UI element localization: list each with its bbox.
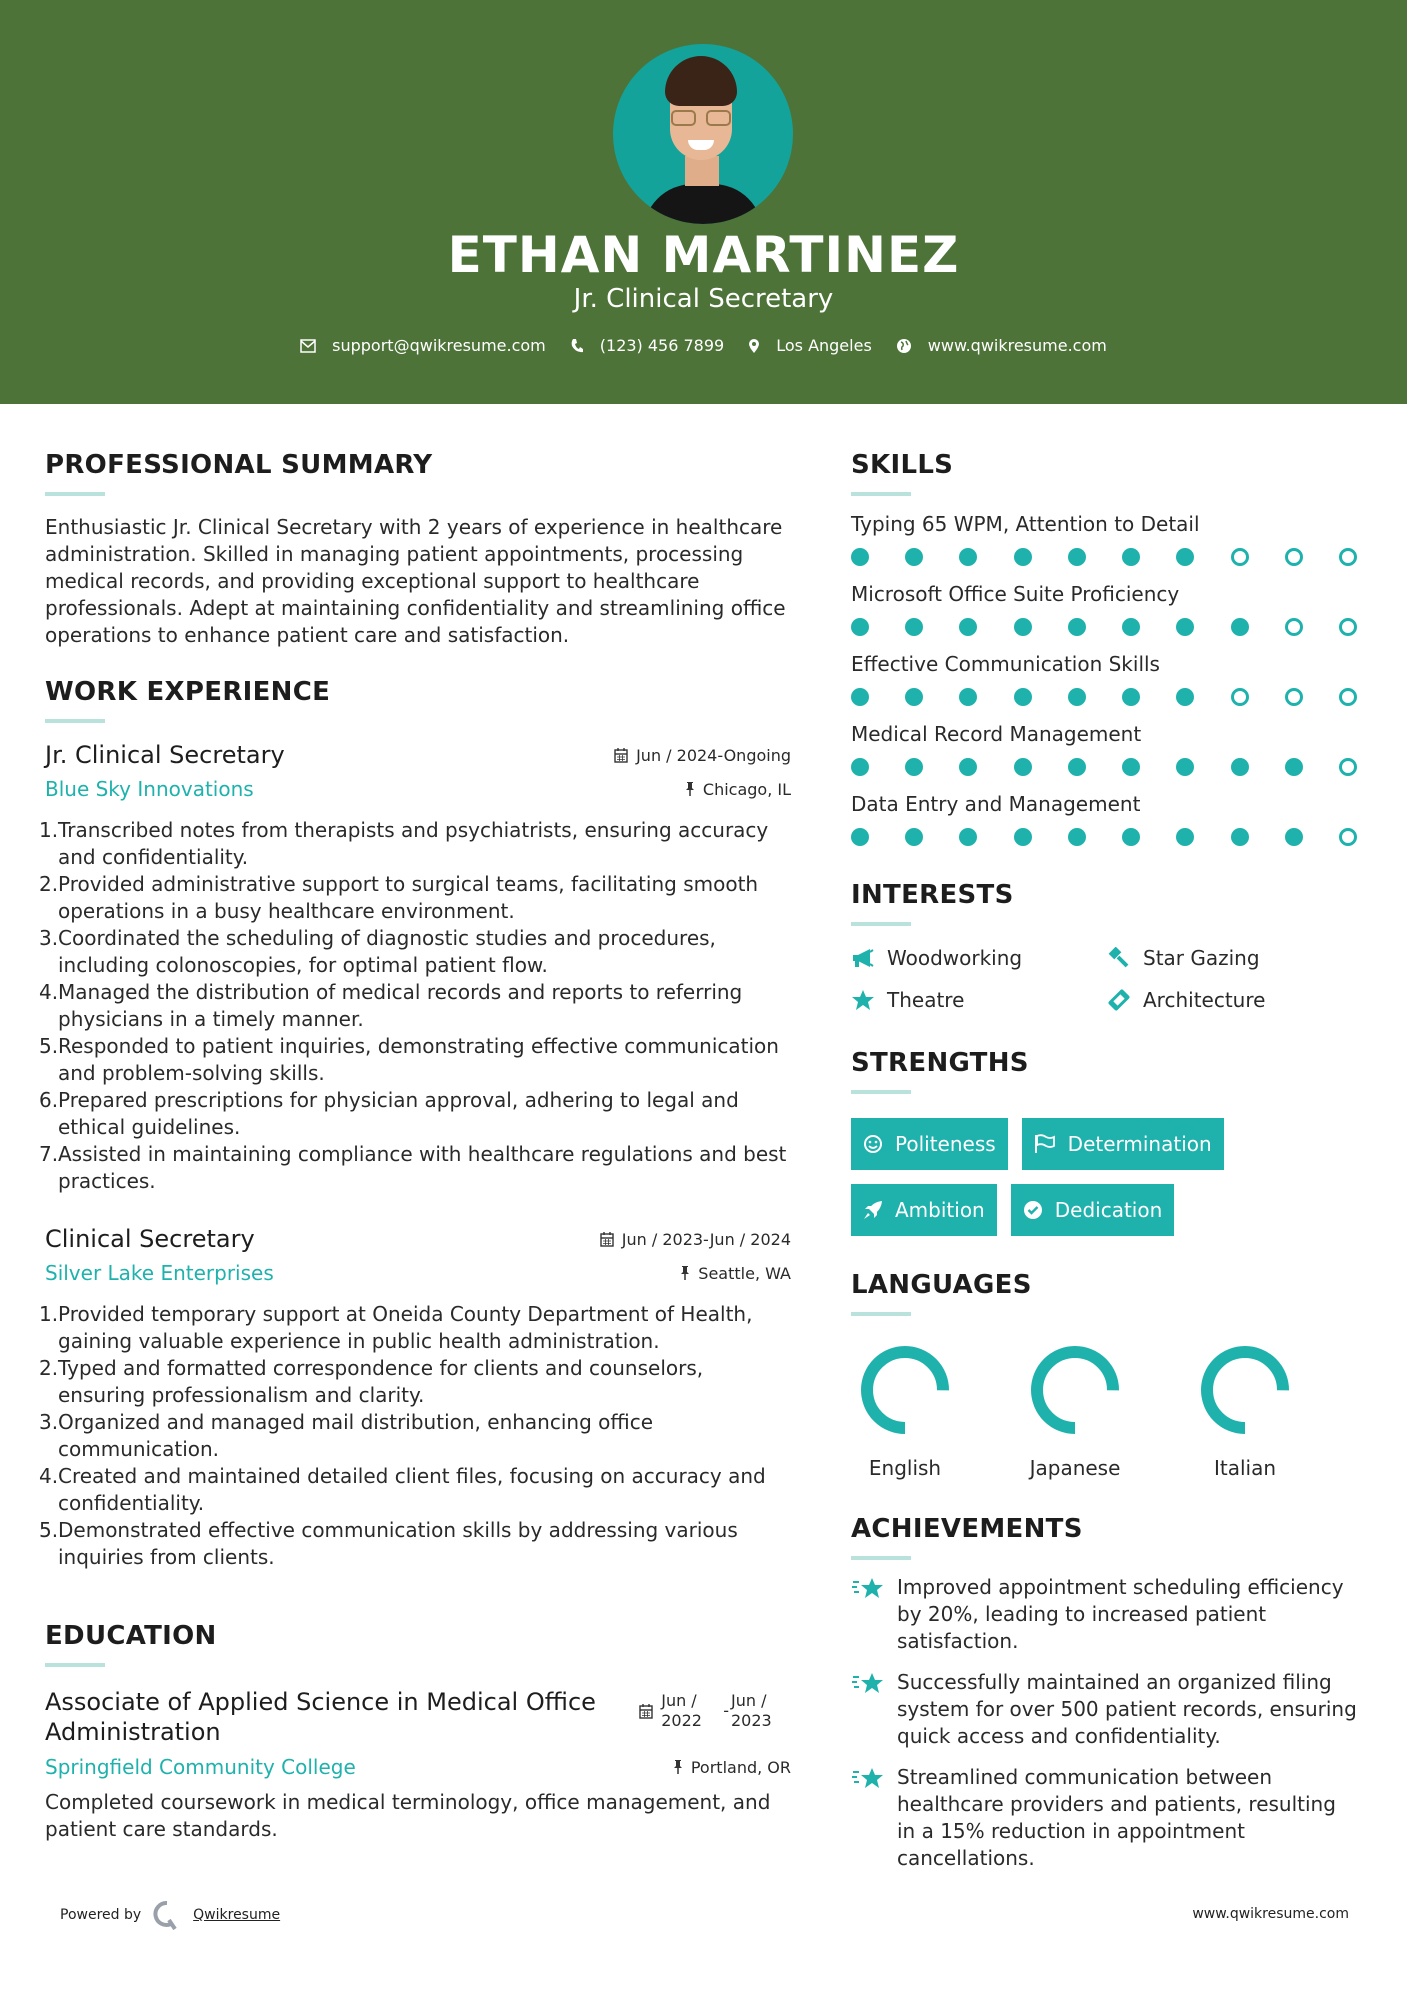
- calendar-icon: [600, 1232, 614, 1247]
- profile-photo: [613, 44, 793, 224]
- rating-dot-filled: [1014, 758, 1032, 776]
- interest-item: Star Gazing: [1107, 946, 1363, 970]
- ticket-icon: [1107, 989, 1131, 1011]
- school-name: Springfield Community College: [45, 1755, 356, 1779]
- section-heading: SKILLS: [851, 450, 954, 480]
- rating-dot-filled: [1231, 758, 1249, 776]
- rating-dot-empty: [1285, 688, 1303, 706]
- flag-icon: [1034, 1134, 1056, 1154]
- rating-dot-filled: [905, 758, 923, 776]
- job-location: Seattle, WA: [680, 1264, 791, 1283]
- section-heading: LANGUAGES: [851, 1270, 1032, 1300]
- candidate-title: Jr. Clinical Secretary: [573, 284, 834, 314]
- language-proficiency-arc: [1027, 1342, 1123, 1438]
- rating-dot-empty: [1339, 548, 1357, 566]
- contact-website-text: www.qwikresume.com: [927, 336, 1107, 355]
- interest-item: Woodworking: [851, 946, 1107, 970]
- rating-dot-filled: [959, 618, 977, 636]
- pushpin-icon: [673, 1760, 683, 1774]
- bullet-item: 5.Demonstrated effective communication skills by addressing various inquiries from clients.: [39, 1518, 738, 1569]
- education-description: Completed coursework in medical terminology, office management, and patient care standards.: [45, 1790, 771, 1841]
- language-item: [851, 1342, 1021, 1480]
- contact-location: [748, 336, 872, 355]
- skill-rating: [851, 618, 1357, 636]
- bullet-item: 4.Created and maintained detailed client files, focusing on accuracy and confidentiality.: [39, 1464, 766, 1515]
- rating-dot-filled: [1122, 688, 1140, 706]
- language-proficiency-arc: [857, 1342, 953, 1438]
- rating-dot-filled: [851, 758, 869, 776]
- rating-dot-filled: [1176, 618, 1194, 636]
- rating-dot-filled: [1068, 688, 1086, 706]
- rating-dot-filled: [959, 828, 977, 846]
- gavel-icon: [1107, 947, 1131, 969]
- achievements-section: [851, 1514, 1371, 1872]
- rating-dot-empty: [1339, 618, 1357, 636]
- footer-website[interactable]: www.qwikresume.com: [1192, 1906, 1349, 1922]
- interest-item: Architecture: [1107, 988, 1363, 1012]
- bullet-item: 6.Prepared prescriptions for physician approval, adhering to legal and ethical guidelines.: [39, 1088, 739, 1139]
- bullet-item: 7.Assisted in maintaining compliance with healthcare regulations and best practices.: [39, 1142, 787, 1193]
- skills-list: [851, 512, 1371, 846]
- heading-underline: [45, 1663, 105, 1667]
- right-column: [851, 450, 1371, 1872]
- powered-by: Powered by Qwikresume: [60, 1900, 280, 1930]
- rating-dot-filled: [1014, 688, 1032, 706]
- rating-dot-filled: [1176, 828, 1194, 846]
- rating-dot-filled: [1122, 828, 1140, 846]
- job-title: Clinical Secretary: [45, 1225, 255, 1253]
- calendar-icon: [639, 1704, 653, 1719]
- rating-dot-filled: [1285, 828, 1303, 846]
- skill-rating: [851, 758, 1357, 776]
- contact-bar: [0, 336, 1407, 355]
- achievement-item: Successfully maintained an organized filing system for over 500 patient records, ensuring quick access and confidentiality.: [851, 1669, 1371, 1750]
- rating-dot-filled: [851, 618, 869, 636]
- rating-dot-filled: [1122, 618, 1140, 636]
- skill-rating: [851, 548, 1357, 566]
- rating-dot-empty: [1285, 548, 1303, 566]
- heading-underline: [851, 492, 911, 496]
- rating-dot-filled: [959, 758, 977, 776]
- bullet-item: 4.Managed the distribution of medical records and reports to referring physicians in a timely manner.: [39, 980, 743, 1031]
- skill-label: Medical Record Management: [851, 722, 1142, 746]
- rating-dot-filled: [851, 548, 869, 566]
- rating-dot-filled: [1231, 828, 1249, 846]
- heading-underline: [851, 922, 911, 926]
- strengths-section: [851, 1048, 1371, 1250]
- rating-dot-filled: [1231, 618, 1249, 636]
- summary-section: [45, 450, 791, 649]
- strength-badge: Determination: [1022, 1118, 1224, 1170]
- education-section: [45, 1621, 791, 1843]
- languages-list: [851, 1342, 1371, 1480]
- skill-item: [851, 582, 1371, 636]
- section-heading: INTERESTS: [851, 880, 1014, 910]
- qwikresume-logo-icon: [153, 1900, 181, 1930]
- rating-dot-filled: [1068, 758, 1086, 776]
- rating-dot-filled: [1014, 548, 1032, 566]
- language-label: Italian: [1213, 1456, 1277, 1480]
- globe-icon: [896, 338, 912, 354]
- rating-dot-empty: [1339, 758, 1357, 776]
- skill-item: [851, 722, 1371, 776]
- job-entry: [39, 741, 791, 1195]
- rating-dot-empty: [1285, 618, 1303, 636]
- language-item: [1191, 1342, 1361, 1480]
- skill-label: Typing 65 WPM, Attention to Detail: [851, 512, 1200, 536]
- rocket-icon: [863, 1200, 883, 1220]
- skill-item: [851, 652, 1371, 706]
- job-location: Chicago, IL: [685, 780, 791, 799]
- languages-section: [851, 1270, 1371, 1480]
- interests-section: [851, 880, 1371, 1012]
- contact-phone-text: (123) 456 7899: [599, 336, 725, 355]
- job-dates: Jun / 2023-Jun / 2024: [600, 1230, 791, 1249]
- company-name: Blue Sky Innovations: [45, 777, 254, 801]
- company-name: Silver Lake Enterprises: [45, 1261, 274, 1285]
- rating-dot-filled: [1176, 548, 1194, 566]
- rating-dot-filled: [905, 688, 923, 706]
- rating-dot-filled: [1176, 688, 1194, 706]
- shooting-star-icon: [851, 1576, 885, 1602]
- rating-dot-filled: [1068, 548, 1086, 566]
- envelope-icon: [300, 339, 316, 353]
- section-heading: ACHIEVEMENTS: [851, 1514, 1083, 1544]
- contact-website[interactable]: [896, 336, 1107, 355]
- rating-dot-filled: [1285, 758, 1303, 776]
- rating-dot-filled: [905, 618, 923, 636]
- pushpin-icon: [685, 782, 695, 796]
- achievement-item: Streamlined communication between healthcare providers and patients, resulting in a 15% reduction in appointment cancellations.: [851, 1764, 1371, 1872]
- language-item: [1021, 1342, 1191, 1480]
- check-circle-icon: [1023, 1200, 1043, 1220]
- bullet-item: 1.Provided temporary support at Oneida County Department of Health, gaining valuable experience in public health administration.: [39, 1302, 753, 1353]
- rating-dot-filled: [1122, 758, 1140, 776]
- bullet-item: 3.Coordinated the scheduling of diagnostic studies and procedures, including colonoscopies, for optimal patient flow.: [39, 926, 716, 977]
- heading-underline: [851, 1556, 911, 1560]
- summary-text: Enthusiastic Jr. Clinical Secretary with 2 years of experience in healthcare administration. Skilled in managing patient appointments, processing medical records, and providing exceptional support to healthcare professionals. Adept at maintaining confidentiality and streamlining office operations to enhance patient care and satisfaction.: [45, 515, 786, 647]
- skill-rating: [851, 828, 1357, 846]
- skill-label: Data Entry and Management: [851, 792, 1141, 816]
- skills-section: [851, 450, 1371, 846]
- rating-dot-empty: [1339, 828, 1357, 846]
- contact-phone[interactable]: [570, 336, 724, 355]
- language-proficiency-arc: [1197, 1342, 1293, 1438]
- phone-icon: [570, 338, 584, 354]
- heading-underline: [851, 1312, 911, 1316]
- heading-underline: [45, 492, 105, 496]
- rating-dot-filled: [905, 828, 923, 846]
- rating-dot-empty: [1231, 688, 1249, 706]
- interest-item: Theatre: [851, 988, 1107, 1012]
- skill-rating: [851, 688, 1357, 706]
- rating-dot-filled: [1014, 618, 1032, 636]
- megaphone-icon: [851, 948, 875, 968]
- education-dates: Jun / 2022 - Jun / 2023: [639, 1691, 791, 1731]
- rating-dot-filled: [959, 688, 977, 706]
- bullet-item: 5.Responded to patient inquiries, demonstrating effective communication and problem-solving skills.: [39, 1034, 779, 1085]
- strength-badge: Ambition: [851, 1184, 997, 1236]
- heading-underline: [45, 719, 105, 723]
- star-icon: [851, 989, 875, 1011]
- job-entry: [39, 1225, 791, 1571]
- shooting-star-icon: [851, 1671, 885, 1697]
- section-heading: PROFESSIONAL SUMMARY: [45, 450, 433, 480]
- achievement-item: Improved appointment scheduling efficiency by 20%, leading to increased patient satisfaction.: [851, 1574, 1371, 1655]
- pushpin-icon: [680, 1266, 690, 1280]
- degree-title: Associate of Applied Science in Medical Office Administration: [45, 1688, 596, 1746]
- rating-dot-filled: [851, 688, 869, 706]
- calendar-icon: [614, 748, 628, 763]
- rating-dot-filled: [905, 548, 923, 566]
- section-heading: STRENGTHS: [851, 1048, 1029, 1078]
- rating-dot-filled: [1068, 828, 1086, 846]
- skill-item: [851, 512, 1371, 566]
- job-dates: Jun / 2024-Ongoing: [614, 746, 791, 765]
- job-title: Jr. Clinical Secretary: [45, 741, 285, 769]
- rating-dot-filled: [851, 828, 869, 846]
- section-heading: WORK EXPERIENCE: [45, 677, 331, 707]
- candidate-name: ETHAN MARTINEZ: [447, 226, 960, 284]
- map-marker-icon: [748, 338, 760, 354]
- rating-dot-empty: [1231, 548, 1249, 566]
- rating-dot-filled: [1176, 758, 1194, 776]
- rating-dot-filled: [959, 548, 977, 566]
- job-bullets: [39, 1301, 791, 1571]
- strength-badge: Politeness: [851, 1118, 1008, 1170]
- shooting-star-icon: [851, 1766, 885, 1792]
- bullet-item: 2.Provided administrative support to surgical teams, facilitating smooth operations in a busy healthcare environment.: [39, 872, 759, 923]
- experience-section: [39, 677, 791, 1571]
- bullet-item: 1.Transcribed notes from therapists and psychiatrists, ensuring accuracy and confidentiality.: [39, 818, 769, 869]
- heading-underline: [851, 1090, 911, 1094]
- section-heading: EDUCATION: [45, 1621, 217, 1651]
- resume-header: [0, 0, 1407, 404]
- bullet-item: 2.Typed and formatted correspondence for clients and counselors, ensuring professionalism and clarity.: [39, 1356, 704, 1407]
- rating-dot-filled: [1068, 618, 1086, 636]
- school-location: Portland, OR: [673, 1758, 791, 1777]
- skill-item: [851, 792, 1371, 846]
- language-label: English: [868, 1456, 942, 1480]
- skill-label: Effective Communication Skills: [851, 652, 1160, 676]
- contact-email-text: support@qwikresume.com: [332, 336, 546, 355]
- qwikresume-link[interactable]: Qwikresume: [193, 1907, 281, 1923]
- smile-icon: [863, 1134, 883, 1154]
- rating-dot-empty: [1339, 688, 1357, 706]
- rating-dot-filled: [1122, 548, 1140, 566]
- skill-label: Microsoft Office Suite Proficiency: [851, 582, 1180, 606]
- bullet-item: 3.Organized and managed mail distribution, enhancing office communication.: [39, 1410, 653, 1461]
- job-bullets: [39, 817, 791, 1195]
- left-column: [39, 450, 791, 1843]
- contact-location-text: Los Angeles: [776, 336, 872, 355]
- language-label: Japanese: [1029, 1456, 1121, 1480]
- strength-badge: Dedication: [1011, 1184, 1175, 1236]
- rating-dot-filled: [1014, 828, 1032, 846]
- contact-email[interactable]: [300, 336, 546, 355]
